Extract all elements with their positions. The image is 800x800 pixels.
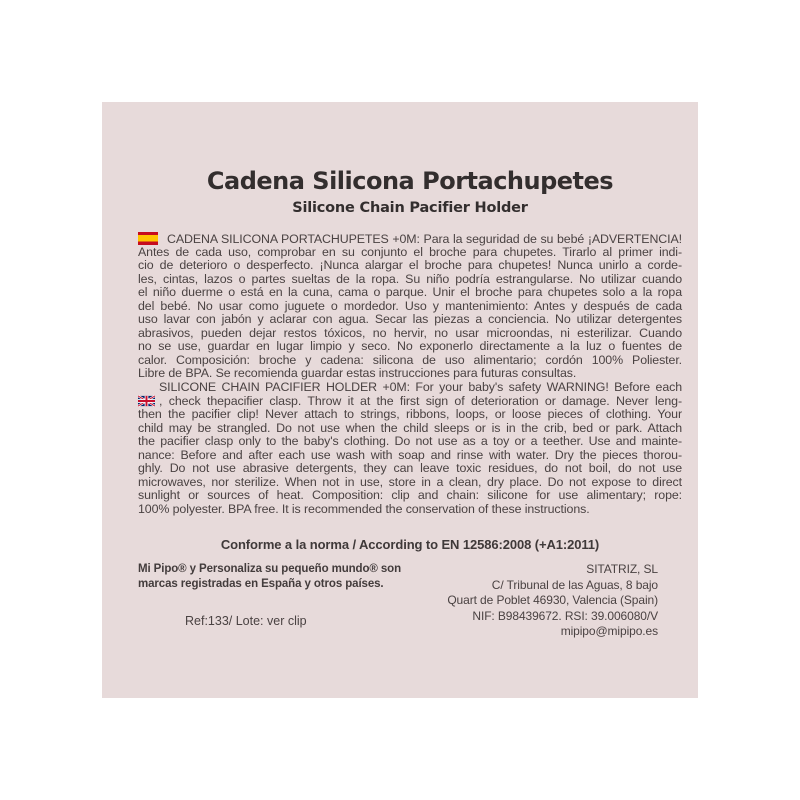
warning-text-line: then the pacifier clip! Never attach to strings, ribbons, loops, or loose pieces of clothing. Your	[138, 407, 682, 422]
footer-columns	[138, 562, 682, 639]
trademark-line: Mi Pipo® y Personaliza su pequeño mundo® son	[138, 563, 402, 576]
warning-text-line: SILICONE CHAIN PACIFIER HOLDER +0M: For your baby's safety WARNING! Before each	[159, 380, 682, 395]
trademark-block	[138, 562, 401, 628]
warning-text-line: CADENA SILICONA PORTACHUPETES +0M: Para la seguridad de su bebé ¡ADVERTENCIA!	[138, 232, 682, 246]
warning-text-line: abrasivos, pueden dejar restos tóxicos, no hervir, no usar microondas, ni esterilizar. Cuando	[138, 325, 682, 340]
trademark-line: marcas registradas en España y otros países.	[138, 578, 384, 591]
trademark-text	[138, 562, 401, 592]
warning-text-line: cio de deterioro o desperfecto. ¡Nunca alargar el broche para chupetes! Nunca unirlo a corde-	[138, 258, 682, 273]
company-address-line: C/ Tribunal de las Aguas, 8 bajo	[491, 577, 658, 592]
company-address-line: Quart de Poblet 46930, Valencia (Spain)	[447, 593, 658, 608]
warning-text-line: microwaves, nor sterilize. When not in use, store in a clean, dry place. Do not expose to direct	[138, 474, 682, 489]
standard-compliance-line: Conforme a la norma / According to EN 12586:2008 (+A1:2011)	[220, 537, 600, 553]
warning-text-line: Libre de BPA. Se recomienda guardar estas instrucciones para futuras consultas.	[138, 366, 577, 381]
warning-text-line: les, cintas, lazos o partes sueltas de la ropa. Su niño podría estrangularse. No utilizar cuando	[138, 271, 682, 286]
warning-text-line: the pacifier clasp only to the baby's clothing. Do not use as a toy or a teether. Use and mainte-	[138, 434, 682, 449]
company-address-block	[447, 562, 658, 639]
company-address-line: SITATRIZ, SL	[586, 562, 658, 577]
warning-text-line: , check thepacifier clasp. Throw it at the first sign of deterioration or damage. Never leng-	[138, 395, 682, 409]
warning-text-line: del bebé. No usar como juguete o mordedor. Uso y mantenimiento: Antes y después de cada	[138, 298, 682, 313]
warning-text-line: calor. Composición: broche y cadena: silicona de uso alimentario; cordón 100% Poliester.	[138, 352, 682, 367]
warning-text-line: sunlight or sources of heat. Composition: clip and chain: silicone for use alimentary; rope:	[138, 488, 682, 503]
warning-text-line: 100% polyester. BPA free. It is recommended the conservation of these instructions.	[138, 501, 590, 516]
warning-text-line: Antes de cada uso, comprobar en su conjunto el broche para chupetes. Tirarlo al primer indi-	[138, 244, 682, 259]
ref-lot-line: Ref:133/ Lote: ver clip	[185, 614, 307, 629]
product-subtitle: Silicone Chain Pacifier Holder	[292, 200, 528, 216]
warning-text-line: el niño duerme o está en la cuna, cama o parque. Unir el broche para chupetes solo a la ropa	[138, 285, 682, 300]
warning-text-line: no se use, guardar en lugar limpio y seco. No exponerlo directamente a la luz o fuentes de	[138, 339, 682, 354]
warning-text-line: ghly. Do not use abrasive detergents, they can leave toxic residues, do not boil, do not use	[138, 461, 682, 476]
warning-instructions-paragraph	[138, 232, 682, 516]
spain-flag-icon	[138, 232, 158, 245]
warning-text-line: nance: Before and after each use wash with soap and rinse with water. Dry the pieces thorou-	[138, 447, 682, 462]
warning-text-line: uso lavar con jabón y aclarar con agua. Secar las piezas a conciencia. No utilizar detergentes	[138, 312, 682, 327]
product-title: Cadena Silicona Portachupetes	[206, 167, 614, 195]
company-address-line: NIF: B98439672. RSI: 39.006080/V	[472, 608, 658, 623]
company-address-line: mipipo@mipipo.es	[560, 624, 658, 639]
product-label-panel	[102, 102, 698, 698]
uk-flag-icon	[138, 395, 155, 407]
warning-text-line: child may be strangled. Do not use when the child sleeps or is in the crib, bed or park. Attach	[138, 420, 682, 435]
